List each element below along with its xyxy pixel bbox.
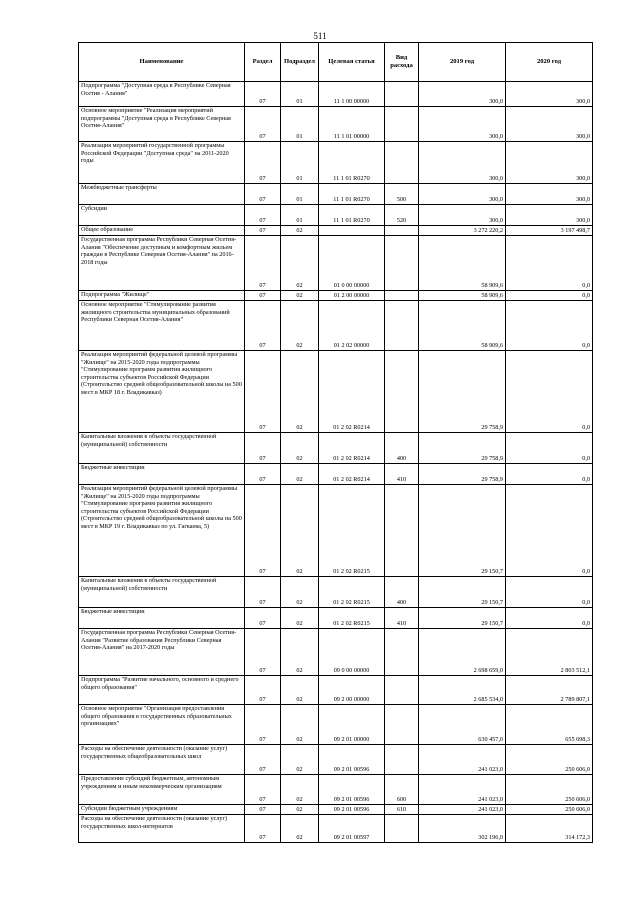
table-row [79,107,593,142]
table-row [79,775,593,805]
cell-2020: 0,0 [506,351,593,433]
cell-section: 07 [245,464,281,485]
table-row [79,205,593,226]
cell-type [385,351,419,433]
cell-2020: 3 197 498,7 [506,226,593,236]
table-row [79,608,593,629]
table-row [79,236,593,291]
cell-type [385,705,419,745]
cell-subsection: 02 [281,577,319,608]
cell-type: 610 [385,805,419,815]
column-header-name: Наименование [79,43,245,82]
page-number: 511 [313,31,327,41]
cell-type [385,629,419,676]
cell-article: 01 2 02 R0215 [319,608,385,629]
cell-2019: 58 909,6 [419,301,506,351]
cell-subsection: 02 [281,291,319,301]
cell-article: 09 2 01 00596 [319,775,385,805]
cell-subsection: 02 [281,464,319,485]
table-row [79,301,593,351]
cell-article: 01 2 02 R0215 [319,577,385,608]
cell-name: Капитальные вложения в объекты государственной (муниципальной) собственности [79,577,245,608]
cell-name: Подпрограмма "Доступная среда в Республике Северная Осетия - Алания" [79,82,245,107]
cell-section: 07 [245,351,281,433]
cell-article: 01 2 02 R0215 [319,485,385,577]
cell-article: 01 2 02 00000 [319,301,385,351]
cell-article: 11 1 01 R0270 [319,184,385,205]
cell-article: 01 2 02 R0214 [319,464,385,485]
table-row [79,676,593,705]
cell-2019: 2 698 659,0 [419,629,506,676]
column-header-2019: 2019 год [419,43,506,82]
cell-2020: 0,0 [506,301,593,351]
table-row [79,815,593,843]
cell-article: 09 2 01 00597 [319,815,385,843]
cell-name: Субсидии бюджетным учреждениям [79,805,245,815]
cell-subsection: 02 [281,433,319,464]
cell-article: 01 2 02 R0214 [319,351,385,433]
table-row [79,291,593,301]
cell-2020: 0,0 [506,577,593,608]
cell-2019: 300,0 [419,142,506,184]
budget-table [78,42,593,843]
cell-2020: 0,0 [506,608,593,629]
cell-type [385,226,419,236]
cell-subsection: 02 [281,485,319,577]
cell-2020: 2 803 512,1 [506,629,593,676]
cell-section: 07 [245,184,281,205]
cell-section: 07 [245,629,281,676]
cell-section: 07 [245,205,281,226]
cell-2019: 29 150,7 [419,608,506,629]
cell-article: 01 0 00 00000 [319,236,385,291]
cell-name: Бюджетные инвестиции [79,464,245,485]
cell-subsection: 02 [281,608,319,629]
cell-name: Реализация мероприятий федеральной целевой программы "Жилище" на 2015-2020 годы подпрограммы "Стимулирование программ развития жилищного строительства субъектов Российской Федерации (Строительство средней общеобразовательной школы на 500 мест в МКР 18 г. Владикавказ) [79,351,245,433]
table-row [79,577,593,608]
cell-section: 07 [245,775,281,805]
cell-2020: 250 606,0 [506,775,593,805]
cell-type: 600 [385,775,419,805]
cell-2019: 29 150,7 [419,485,506,577]
cell-2020: 0,0 [506,485,593,577]
cell-article: 11 1 01 R0270 [319,205,385,226]
table-row [79,351,593,433]
cell-2019: 2 685 534,0 [419,676,506,705]
cell-type [385,676,419,705]
cell-section: 07 [245,676,281,705]
table-row [79,805,593,815]
cell-2019: 300,0 [419,205,506,226]
cell-name: Основное мероприятие "Реализация мероприятий подпрограммы "Доступная среда в Республике Северная Осетия-Алания" [79,107,245,142]
cell-type [385,301,419,351]
cell-subsection: 02 [281,226,319,236]
cell-article: 11 1 01 00000 [319,107,385,142]
cell-2019: 29 758,9 [419,351,506,433]
cell-subsection: 01 [281,205,319,226]
cell-type [385,82,419,107]
table-body [79,82,593,843]
cell-2019: 29 758,9 [419,433,506,464]
table-row [79,433,593,464]
cell-2019: 241 023,0 [419,745,506,775]
cell-type: 400 [385,433,419,464]
cell-subsection: 01 [281,142,319,184]
cell-type [385,485,419,577]
cell-article: 11 1 00 00000 [319,82,385,107]
cell-type [385,107,419,142]
cell-subsection: 02 [281,815,319,843]
cell-section: 07 [245,236,281,291]
cell-name: Основное мероприятие "Стимулирование развития жилищного строительства муниципальных образований Республики Северная Осетия-Алания" [79,301,245,351]
cell-2020: 300,0 [506,107,593,142]
table-header-row [79,43,593,82]
cell-2020: 2 789 807,1 [506,676,593,705]
cell-2020: 314 172,3 [506,815,593,843]
cell-type [385,745,419,775]
cell-2020: 250 606,0 [506,745,593,775]
cell-article: 09 2 01 00596 [319,745,385,775]
cell-subsection: 02 [281,236,319,291]
cell-name: Государственная программа Республики Северная Осетия-Алания "Обеспечение доступным и комфортным жильем граждан в Республике Северная Осетия-Алания" на 2016-2018 годы [79,236,245,291]
cell-2020: 300,0 [506,205,593,226]
cell-article: 09 2 01 00596 [319,805,385,815]
cell-type: 410 [385,464,419,485]
cell-section: 07 [245,815,281,843]
cell-name: Капитальные вложения в объекты государственной (муниципальной) собственности [79,433,245,464]
cell-article [319,226,385,236]
cell-type: 520 [385,205,419,226]
cell-subsection: 02 [281,805,319,815]
column-header-article: Целевая статья [319,43,385,82]
table-row [79,629,593,676]
cell-type: 410 [385,608,419,629]
cell-2019: 241 023,0 [419,805,506,815]
cell-name: Основное мероприятие "Организация предоставления общего образования в государственных образовательных организациях" [79,705,245,745]
cell-2019: 241 023,0 [419,775,506,805]
cell-name: Предоставление субсидий бюджетным, автономным учреждениям и иным некоммерческим организациям [79,775,245,805]
cell-article: 01 2 02 R0214 [319,433,385,464]
cell-section: 07 [245,291,281,301]
cell-2020: 300,0 [506,184,593,205]
cell-section: 07 [245,608,281,629]
cell-2020: 0,0 [506,433,593,464]
column-header-section: Раздел [245,43,281,82]
table-row [79,485,593,577]
cell-subsection: 02 [281,301,319,351]
cell-2019: 3 272 220,2 [419,226,506,236]
table-row [79,705,593,745]
column-header-type: Вид расхода [385,43,419,82]
cell-2020: 300,0 [506,142,593,184]
cell-subsection: 01 [281,107,319,142]
column-header-2020: 2020 год [506,43,593,82]
cell-article: 01 2 00 00000 [319,291,385,301]
cell-2020: 0,0 [506,236,593,291]
cell-subsection: 02 [281,629,319,676]
cell-section: 07 [245,705,281,745]
cell-2019: 29 150,7 [419,577,506,608]
cell-2019: 300,0 [419,82,506,107]
cell-2020: 655 698,3 [506,705,593,745]
cell-section: 07 [245,301,281,351]
cell-2019: 58 909,6 [419,236,506,291]
cell-name: Межбюджетные трансферты [79,184,245,205]
cell-2019: 300,0 [419,107,506,142]
cell-name: Реализация мероприятий федеральной целевой программы "Жилище" на 2015-2020 годы подпрограммы "Стимулирование программ развития жилищного строительства субъектов Российской Федерации (Строительство средней общеобразовательной школы на 500 мест в МКР 19 г. Владикавказ по ул. Гагкаева, 5) [79,485,245,577]
cell-subsection: 01 [281,82,319,107]
cell-name: Расходы на обеспечение деятельности (оказание услуг) государственных школ-интернатов [79,815,245,843]
cell-type [385,142,419,184]
column-header-subsection: Подраздел [281,43,319,82]
cell-name: Подпрограмма "Жилище" [79,291,245,301]
cell-2019: 29 758,9 [419,464,506,485]
cell-type [385,815,419,843]
cell-subsection: 02 [281,705,319,745]
cell-section: 07 [245,745,281,775]
cell-section: 07 [245,142,281,184]
cell-subsection: 01 [281,184,319,205]
cell-type: 500 [385,184,419,205]
cell-2019: 300,0 [419,184,506,205]
cell-subsection: 02 [281,775,319,805]
cell-2020: 0,0 [506,291,593,301]
cell-subsection: 02 [281,351,319,433]
cell-type [385,236,419,291]
cell-2020: 300,0 [506,82,593,107]
cell-2020: 250 606,0 [506,805,593,815]
cell-name: Реализация мероприятий государственной программы Российской Федерации "Доступная среда" на 2011-2020 годы [79,142,245,184]
table-row [79,82,593,107]
table-row [79,745,593,775]
cell-name: Подпрограмма "Развитие начального, основного и среднего общего образования" [79,676,245,705]
cell-name: Субсидии [79,205,245,226]
cell-section: 07 [245,577,281,608]
cell-section: 07 [245,433,281,464]
cell-name: Бюджетные инвестиции [79,608,245,629]
table-row [79,226,593,236]
table-row [79,184,593,205]
cell-article: 09 0 00 00000 [319,629,385,676]
cell-section: 07 [245,485,281,577]
cell-article: 09 2 01 00000 [319,705,385,745]
cell-2020: 0,0 [506,464,593,485]
cell-2019: 58 909,6 [419,291,506,301]
cell-name: Общее образование [79,226,245,236]
cell-section: 07 [245,226,281,236]
cell-subsection: 02 [281,676,319,705]
cell-section: 07 [245,805,281,815]
cell-2019: 630 457,0 [419,705,506,745]
cell-section: 07 [245,82,281,107]
cell-name: Расходы на обеспечение деятельности (оказание услуг) государственных общеобразовательных школ [79,745,245,775]
cell-subsection: 02 [281,745,319,775]
cell-2019: 302 196,0 [419,815,506,843]
table-row [79,464,593,485]
table-row [79,142,593,184]
cell-type [385,291,419,301]
cell-section: 07 [245,107,281,142]
cell-name: Государственная программа Республики Северная Осетия-Алания "Развитие образования Республики Северная Осетия-Алания" на 2017-2020 годы [79,629,245,676]
cell-article: 11 1 01 R0270 [319,142,385,184]
cell-article: 09 2 00 00000 [319,676,385,705]
cell-type: 400 [385,577,419,608]
